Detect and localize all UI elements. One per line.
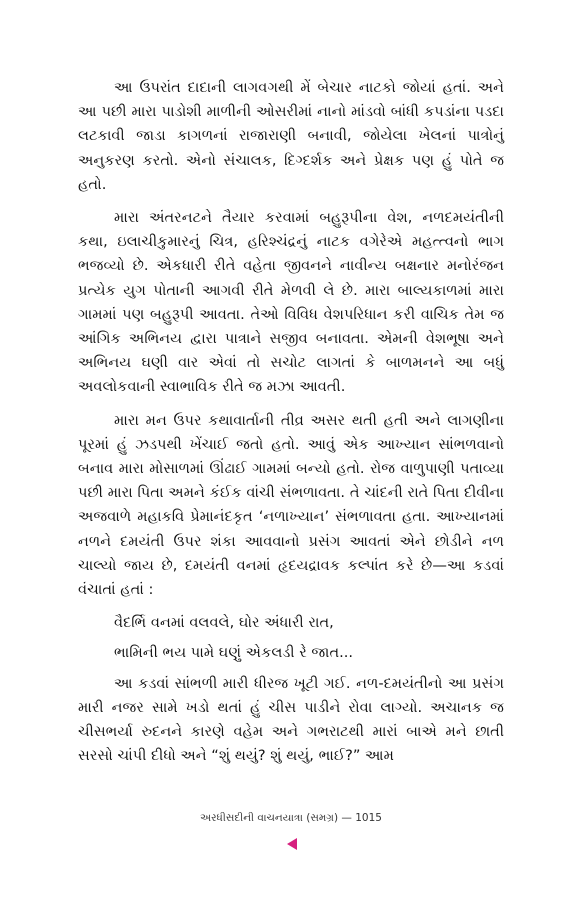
page-body — [78, 76, 504, 777]
paragraph-2: મારા અંતરનટને તૈયાર કરવામાં બહુરૂપીના વેશ, નળદમયંતીની કથા, ઇલાચીકુમારનું ચિત્ર, હરિશ્ચંદ્રનું નાટક વગેરેએ મહત્ત્વનો ભાગ ભજવ્યો છે. એકધારી રીતે વહેતા જીવનને નાવીન્ય બક્ષનાર મનોરંજન પ્રત્યેક યુગ પોતાની આગવી રીતે મેળવી લે છે. મારા બાલ્યકાળમાં મારા ગામમાં પણ બહુરૂપી આવતા. તેઓ વિવિધ વેશપરિધાન કરી વાચિક તેમ જ આંગિક અભિનય દ્વારા પાત્રાને સજીવ બનાવતા. એમની વેશભૂષા અને અભિનય ઘણી વાર એવાં તો સચોટ લાગતાં કે બાળમનને આ બધું અવલોકવાની સ્વાભાવિક રીતે જ મઝા આવતી. — [78, 209, 504, 396]
paragraph-4: આ કડવાં સાંભળી મારી ધીરજ ખૂટી ગઈ. નળ-દમયંતીનો આ પ્રસંગ મારી નજર સામે ખડો થતાં હું ચીસ પાડીને રોવા લાગ્યો. અચાનક જ ચીસભર્યા રુદનને કારણે વહેમ અને ગભરાટથી મારાં બાએ મને છાતી સરસો ચાંપી દીધો અને “શું થયું? શું થયું, ભાઈ?” આમ — [78, 674, 504, 765]
page-footer: અરધીસદીની વાચનયાત્રા (સમગ્ર) — 1015 — [200, 812, 382, 824]
paragraph-1: આ ઉપરાંત દાદાની લાગવગથી મેં બેચાર નાટકો જોયાં હતાં. અને આ પછી મારા પાડોશી માળીની ઓસરીમાં નાનો માંડવો બાંધી કપડાંના પડદા લટકાવી જાડા કાગળનાં રાજારાણી બનાવી, જોયેલા ખેલનાં પાત્રોનું અનુકરણ કરતો. એનો સંચાલક, દિગ્દર્શક અને પ્રેક્ષક પણ હું પોતે જ હતો. — [78, 79, 504, 193]
previous-page-arrow-icon[interactable] — [287, 838, 297, 850]
verse-line-2: ભામિની ભય પામે ઘણું એકલડી રે જાત... — [114, 644, 354, 662]
verse-line-1: વૈદર્ભિ વનમાં વલવલે, ઘોર અંધારી રાત, — [114, 614, 334, 632]
paragraph-3: મારા મન ઉપર કથાવાર્તાની તીવ્ર અસર થતી હતી અને લાગણીના પૂરમાં હું ઝડપથી ખેંચાઈ જતો હતો. આવું એક આખ્યાન સાંભળવાનો બનાવ મારા મોસાળમાં ઊંઢાઈ ગામમાં બન્યો હતો. રોજ વાળુપાણી પતાવ્યા પછી મારા પિતા અમને કંઈક વાંચી સંભળાવતા. તે ચાંદની રાતે પિતા દીવીના અજવાળે મહાકવિ પ્રેમાનંદકૃત ‘નળાખ્યાન’ સંભળાવતા હતા. આખ્યાનમાં નળને દમયંતી ઉપર શંકા આવવાનો પ્રસંગ આવતાં એને છોડીને નળ ચાલ્યો જાય છે, દમયંતી વનમાં હૃદયદ્રાવક કલ્પાંત કરે છે—આ કડવાં વંચાતાં હતાં : — [78, 411, 504, 599]
